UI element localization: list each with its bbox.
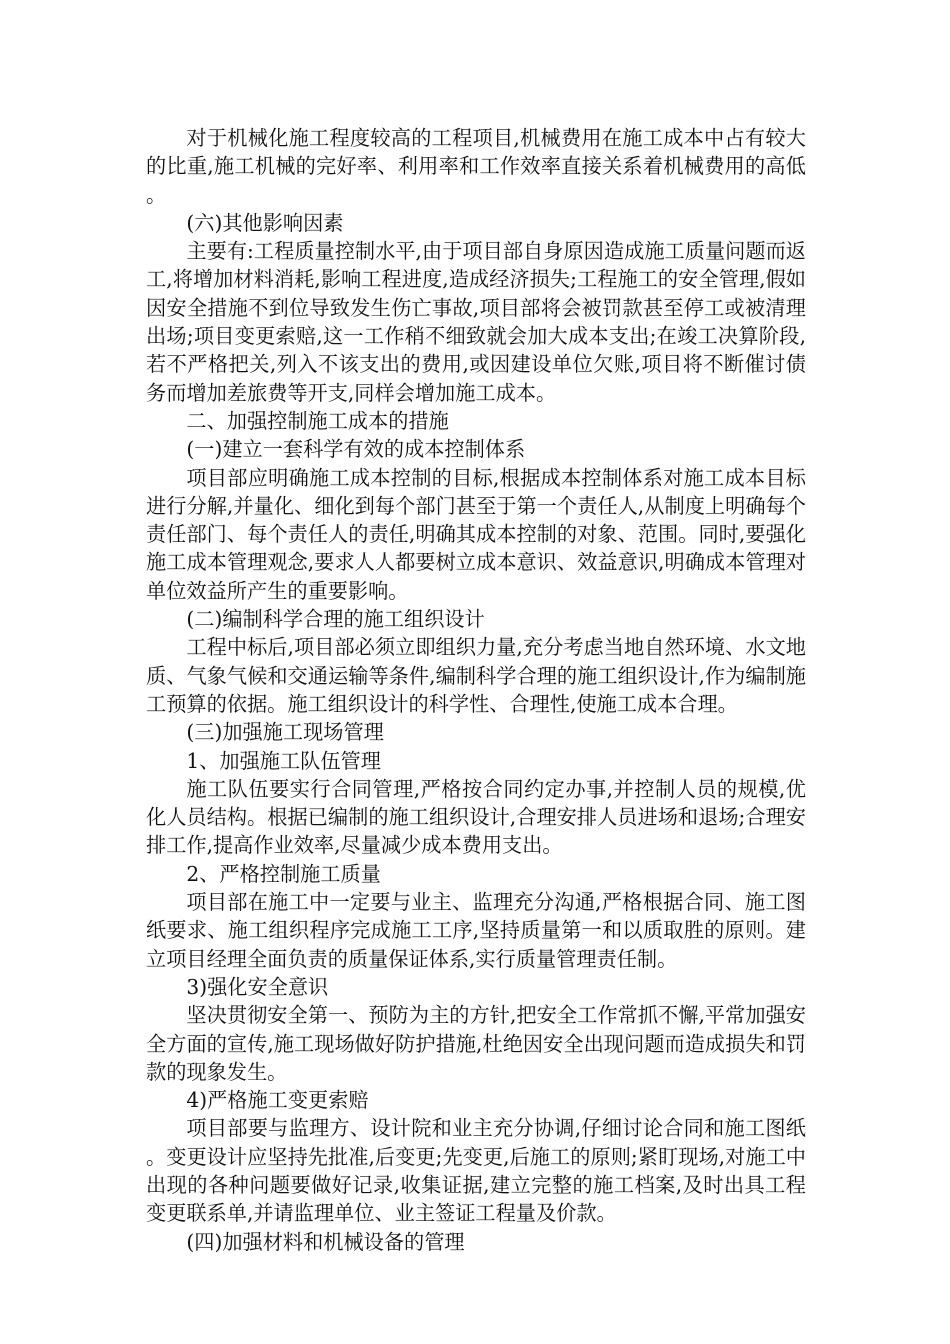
heading-team-management: 1、加强施工队伍管理 (186, 748, 381, 773)
heading-site-management: (三)加强施工现场管理 (186, 720, 384, 745)
heading-change-claims: 4)严格施工变更索赔 (186, 1088, 369, 1113)
heading-other-factors: (六)其他影响因素 (186, 210, 344, 235)
document-body (146, 124, 806, 1256)
paragraph-safety-awareness: 坚决贯彻安全第一、预防为主的方针,把安全工作常抓不懈,平常加强安全方面的宣传,施工现场做好防护措施,杜绝因安全出现问题而造成损失和罚款的现象发生。 (146, 1003, 806, 1084)
heading-safety-awareness: 3)强化安全意识 (186, 974, 329, 999)
heading-section-two: 二、加强控制施工成本的措施 (186, 408, 449, 433)
paragraph-team-management: 施工队伍要实行合同管理,严格按合同约定办事,并控制人员的规模,优化人员结构。根据已编制的施工组织设计,合理安排人员进场和退场;合理安排工作,提高作业效率,尽量减少成本费用支出。 (146, 776, 806, 858)
paragraph-other-factors: 主要有:工程质量控制水平,由于项目部自身原因造成施工质量问题而返工,将增加材料消耗,影响工程进度,造成经济损失;工程施工的安全管理,假如因安全措施不到位导致发生伤亡事故,项目部将会被罚款甚至停工或被清理出场;项目变更索赔,这一工作稍不细致就会加大成本支出;在竣工决算阶段,若不严格把关,列入不该支出的费用,或因建设单位欠账,项目将不断催讨债务而增加差旅费等开支,同样会增加施工成本。 (146, 239, 806, 405)
paragraph-quality-control: 项目部在施工中一定要与业主、监理充分沟通,严格根据合同、施工图纸要求、施工组织程序完成施工工序,坚持质量第一和以质取胜的原则。建立项目经理全面负责的质量保证体系,实行质量管理责任制。 (146, 890, 806, 971)
paragraph-change-claims: 项目部要与监理方、设计院和业主充分协调,仔细讨论合同和施工图纸。变更设计应坚持先批准,后变更;先变更,后施工的原则;紧盯现场,对施工中出现的各种问题要做好记录,收集证据,建立完整的施工档案,及时出具工程变更联系单,并请监理单位、业主签证工程量及价款。 (146, 1116, 806, 1226)
heading-control-system: (一)建立一套科学有效的成本控制体系 (186, 437, 526, 462)
paragraph-construction-design: 工程中标后,项目部必须立即组织力量,充分考虑当地自然环境、水文地质、气象气候和交通运输等条件,编制科学合理的施工组织设计,作为编制施工预算的依据。施工组织设计的科学性、合理性,使施工成本合理。 (146, 635, 806, 716)
heading-construction-design: (二)编制科学合理的施工组织设计 (186, 607, 485, 632)
heading-quality-control: 2、严格控制施工质量 (186, 861, 381, 886)
paragraph-control-system: 项目部应明确施工成本控制的目标,根据成本控制体系对施工成本目标进行分解,并量化、细化到每个部门甚至于第一个责任人,从制度上明确每个责任部门、每个责任人的责任,明确其成本控制的对象、范围。同时,要强化施工成本管理观念,要求人人都要树立成本意识、效益意识,明确成本管理对单位效益所产生的重要影响。 (146, 465, 806, 603)
paragraph-machinery-cost: 对于机械化施工程度较高的工程项目,机械费用在施工成本中占有较大的比重,施工机械的完好率、利用率和工作效率直接关系着机械费用的高低。 (146, 126, 806, 207)
heading-materials-equipment: (四)加强材料和机械设备的管理 (186, 1229, 465, 1254)
